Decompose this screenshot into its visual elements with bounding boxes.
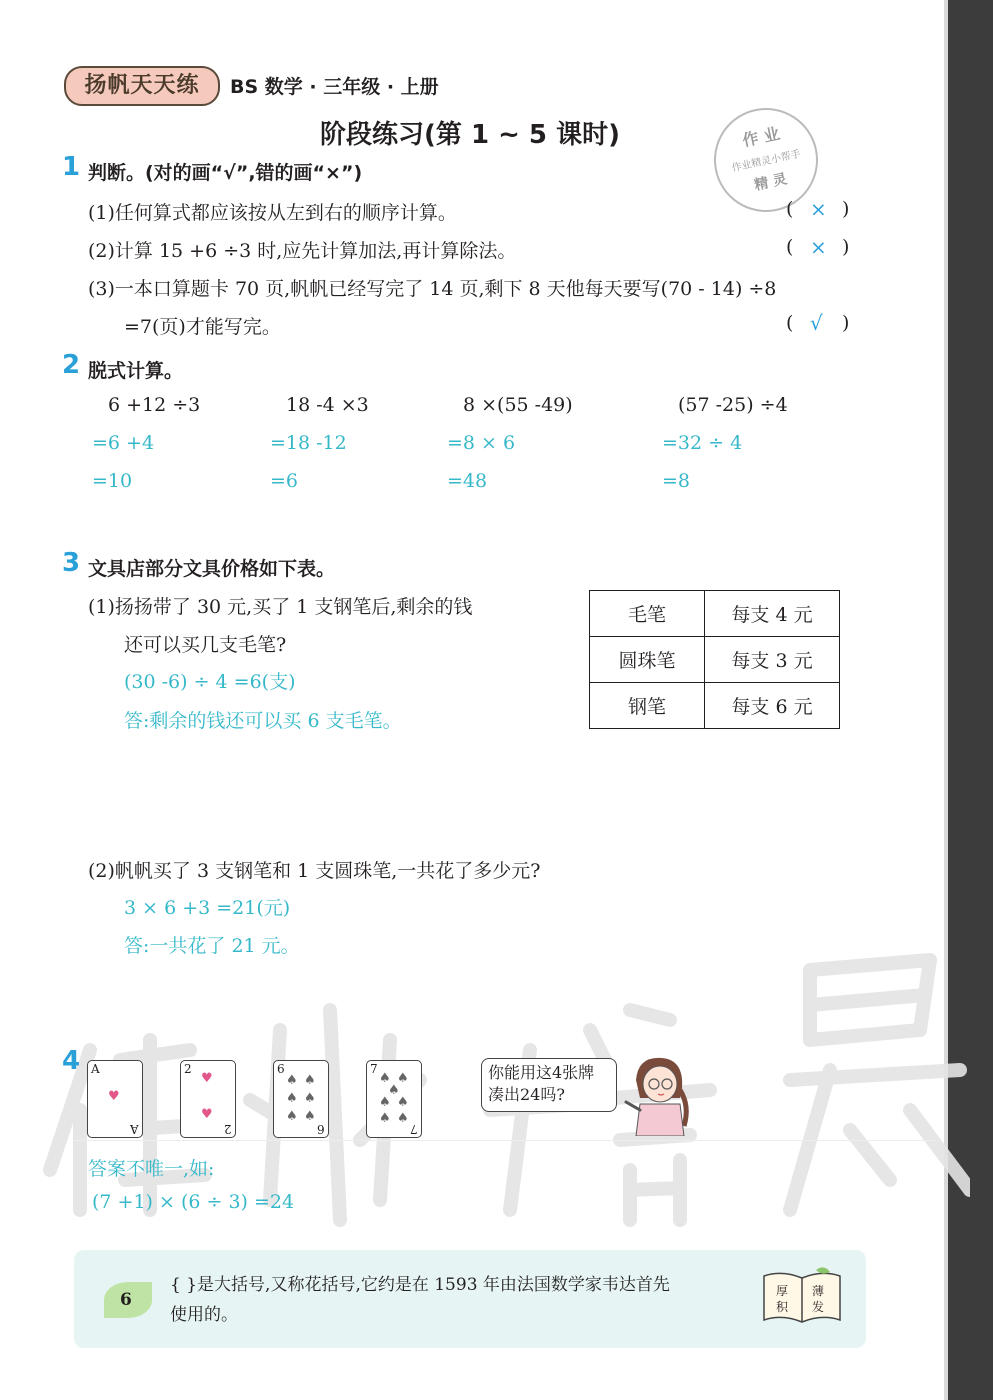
footer-note-line-2: 使用的。 [170,1305,238,1325]
q1-item-1: (1)任何算式都应该按从左到右的顺序计算。 [88,202,457,224]
table-row [590,683,840,729]
q3-part-1-calculation: (30 -6) ÷ 4 =6(支) [124,671,296,693]
q4-answer-note: 答案不唯一,如: [88,1158,215,1180]
q1-item-1-paren-open: ( [786,198,794,220]
q2-problem-3: 8 ×(55 -49) [463,394,573,416]
q2-problem-4: (57 -25) ÷4 [678,394,788,416]
bubble-line-2: 凑出24吗? [488,1085,565,1104]
table-row [590,591,840,637]
subject-label: BS 数学 · 三年级 · 上册 [230,76,439,98]
spade-icon: ♠ [286,1091,298,1106]
spade-icon: ♠ [304,1109,316,1124]
stamp-line-3: 精 灵 [753,171,789,194]
spade-icon: ♠ [379,1111,391,1126]
q4-answer-expression: (7 +1) × (6 ÷ 3) =24 [92,1191,295,1213]
q1-item-2-answer: × [810,235,827,259]
footer-note-line-1: { }是大括号,又称花括号,它约是在 1593 年由法国数学家韦达首先 [170,1275,670,1295]
card-rank: 6 [317,1122,325,1136]
spade-icon: ♠ [397,1111,409,1126]
q2-problem-4-step-1: =32 ÷ 4 [662,432,743,454]
q2-problem-2: 18 -4 ×3 [286,394,369,416]
card-rank: A [130,1122,139,1136]
q1-item-3-continued: =7(页)才能写完。 [124,316,281,338]
q2-problem-2-step-1: =18 -12 [270,432,347,454]
card-rank: 7 [410,1122,418,1136]
page-title: 阶段练习(第 1 ~ 5 课时) [320,120,620,150]
playing-card-7-spades [366,1060,422,1138]
heart-icon: ♥ [201,1071,213,1086]
playing-card-2-hearts [180,1060,236,1138]
spade-icon: ♠ [304,1091,316,1106]
q2-problem-1: 6 +12 ÷3 [108,394,201,416]
q1-item-3-paren-close: ) [842,312,850,334]
q3-part-2-answer: 答:一共花了 21 元。 [124,935,300,957]
heart-icon: ♥ [108,1089,120,1104]
q3-part-1-answer: 答:剩余的钱还可以买 6 支毛笔。 [124,710,402,732]
q1-item-3: (3)一本口算题卡 70 页,帆帆已经写完了 14 页,剩下 8 天他每天要写(70 - 14) ÷8 [88,278,777,300]
page-binding-strip [948,0,993,1400]
card-rank: 6 [277,1062,285,1076]
series-badge: 扬帆天天练 [64,66,220,106]
q1-item-3-answer: √ [810,311,823,335]
book-label-2: 积 [776,1300,789,1314]
spade-icon: ♠ [397,1095,409,1110]
table-cell-price: 每支 6 元 [705,683,840,729]
q2-problem-1-step-2: =10 [92,470,133,492]
book-label-3: 薄 [812,1284,825,1298]
q2-problem-3-step-2: =48 [447,470,488,492]
q3-part-2-line: (2)帆帆买了 3 支钢笔和 1 支圆珠笔,一共花了多少元? [88,860,541,882]
q2-problem-3-step-1: =8 × 6 [447,432,516,454]
spade-icon: ♠ [397,1071,409,1086]
q2-problem-2-step-2: =6 [270,470,299,492]
playing-card-ace-hearts [87,1060,143,1138]
table-row [590,637,840,683]
spade-icon: ♠ [388,1083,400,1098]
card-rank: 7 [370,1062,378,1076]
q1-number: 1 [62,152,81,182]
table-cell-price: 每支 4 元 [705,591,840,637]
book-icon [760,1266,844,1326]
stamp-line-2: 作业精灵小帮手 [730,148,802,175]
q2-problem-4-step-2: =8 [662,470,691,492]
q1-item-2: (2)计算 15 +6 ÷3 时,应先计算加法,再计算除法。 [88,240,517,262]
bubble-line-1: 你能用这4张牌 [488,1063,595,1082]
card-rank: A [91,1062,100,1076]
q1-item-2-paren-close: ) [842,236,850,258]
spade-icon: ♠ [286,1073,298,1088]
q1-item-1-answer: × [810,197,827,221]
q2-number: 2 [62,350,81,380]
divider [74,1140,934,1141]
q1-item-2-paren-open: ( [786,236,794,258]
q4-number: 4 [62,1046,81,1076]
book-label-1: 厚 [776,1284,789,1298]
speech-bubble [481,1058,617,1112]
open-book-icon [760,1266,844,1326]
spade-icon: ♠ [379,1071,391,1086]
q1-item-1-paren-close: ) [842,198,850,220]
spade-icon: ♠ [379,1095,391,1110]
q3-number: 3 [62,548,81,578]
q3-part-1-line-2: 还可以买几支毛笔? [124,634,287,656]
q3-part-2-calculation: 3 × 6 +3 =21(元) [124,897,291,919]
spade-icon: ♠ [304,1073,316,1088]
table-cell-item: 毛笔 [590,591,705,637]
q2-heading: 脱式计算。 [88,360,184,382]
table-cell-item: 圆珠笔 [590,637,705,683]
playing-card-6-spades [273,1060,329,1138]
table-cell-item: 钢笔 [590,683,705,729]
q1-heading: 判断。(对的画“√”,错的画“×”) [88,162,363,184]
q2-problem-1-step-1: =6 +4 [92,432,155,454]
q1-item-3-paren-open: ( [786,312,794,334]
card-rank: 2 [184,1062,192,1076]
spade-icon: ♠ [286,1109,298,1124]
q3-part-1-line-1: (1)扬扬带了 30 元,买了 1 支钢笔后,剩余的钱 [88,596,473,618]
heart-icon: ♥ [201,1107,213,1122]
price-table [589,590,840,729]
q3-heading: 文具店部分文具价格如下表。 [88,558,336,580]
stamp-line-1: 作 业 [740,123,782,151]
card-rank: 2 [224,1122,232,1136]
girl-character-illustration [618,1050,698,1136]
page-number: 6 [120,1290,132,1310]
footer-note [170,1270,670,1330]
table-cell-price: 每支 3 元 [705,637,840,683]
book-label-4: 发 [812,1300,825,1314]
